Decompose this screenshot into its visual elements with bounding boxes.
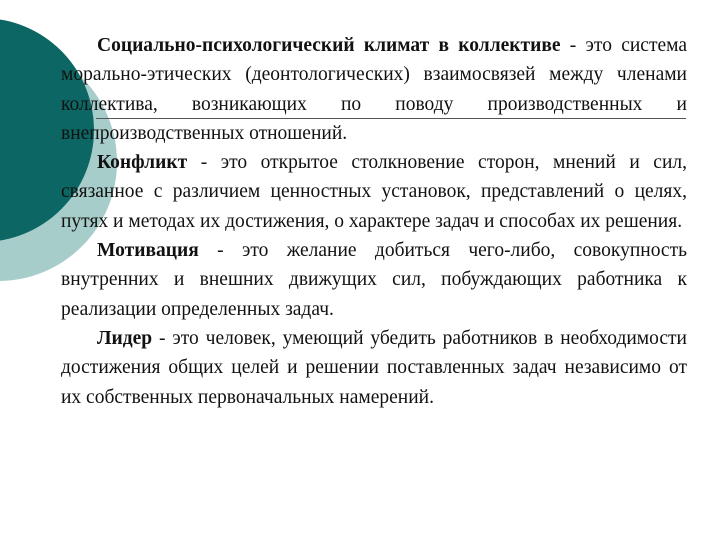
- term-conflict: Конфликт: [97, 152, 188, 174]
- term-motivation: Мотивация: [97, 240, 199, 262]
- term-leader: Лидер: [97, 327, 153, 349]
- definition-conflict: - это открытое столкновение сторон, мнений и сил, связанное с различием ценностных установок, представлений о целях, путях и методах их достижения, о характере задач и способах их решения.: [61, 152, 687, 232]
- paragraph-leader: [61, 324, 687, 412]
- paragraph-motivation: [61, 236, 687, 324]
- definition-leader: - это человек, умеющий убедить работников в необходимости достижения общих целей и решении поставленных задач независимо от их собственных первоначальных намерений.: [61, 327, 687, 408]
- paragraph-conflict: [61, 148, 687, 236]
- definition-climate: - это система морально-этических (деонтологических) взаимосвязей между членами коллектива, возникающих по поводу производственных и внепроизводственных отношений.: [61, 35, 687, 144]
- paragraph-climate: [61, 31, 687, 148]
- definitions-text: [61, 31, 687, 412]
- term-climate: Социально-психологический климат в коллективе: [97, 35, 561, 56]
- definition-motivation: - это желание добиться чего-либо, совокупность внутренних и внешних движущих сил, побуждающих работника к реализации определенных задач.: [61, 240, 687, 320]
